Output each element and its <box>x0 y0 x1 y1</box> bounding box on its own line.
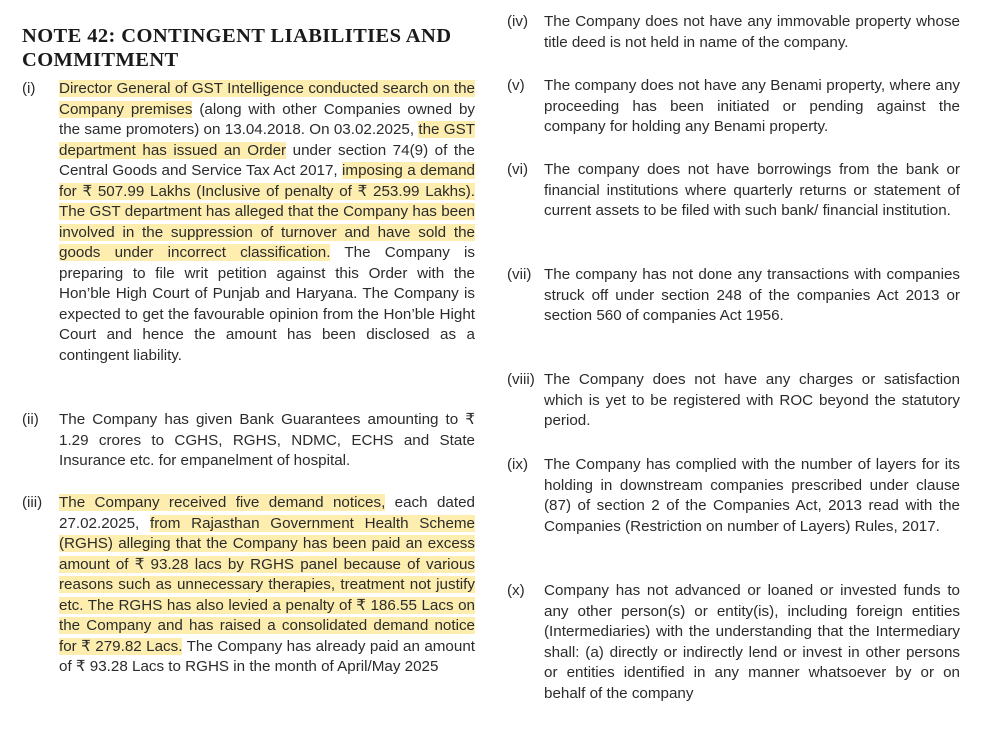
item-number: (vi) <box>507 161 529 178</box>
text-segment: The Company does not have any charges or satisfaction which is yet to be registered with ROC beyond the statutory period. <box>544 371 960 429</box>
item-number: (iii) <box>22 494 43 511</box>
highlighted-text: The RGHS has also levied a penalty of ₹ 186.55 Lacs on the Company and has raised a consolidated demand notice for ₹ 279.82 Lacs. <box>59 596 475 655</box>
item-number: (viii) <box>507 371 535 388</box>
highlighted-text: The GST department has alleged that the Company has been involved in the suppression of turnover and have sold the goods under incorrect classification. <box>59 203 475 261</box>
text-segment: The company has not done any transactions with companies struck off under section 248 of the companies Act 2013 or section 560 of companies Act 1956. <box>544 266 960 324</box>
item-text <box>544 455 960 537</box>
item-number: (x) <box>507 582 525 599</box>
text-segment: each dated 27.02.2025, <box>59 494 475 532</box>
text-segment: The Company has complied with the number of layers for its holding in downstream companies prescribed under clause (87) of section 2 of the Companies Act, 2013 read with the Companies (Restriction on number of Layers) Rules, 2017. <box>544 456 960 535</box>
item-text <box>544 76 960 138</box>
highlighted-text: Director General of GST Intelligence conducted search on the Company premises <box>59 80 475 118</box>
highlighted-text: imposing a demand for ₹ 507.99 Lakhs (Inclusive of penalty of ₹ 253.99 Lakhs). <box>59 162 475 200</box>
item-number: (i) <box>22 80 36 97</box>
item-text <box>59 79 475 366</box>
highlighted-text: The Company received five demand notices, <box>59 494 386 511</box>
item-number: (ix) <box>507 456 529 473</box>
text-segment: The Company is preparing to file writ petition against this Order with the Hon’ble High Court of Punjab and Haryana. The Company is expected to get the favourable opinion from the Hon’ble Hight Court and hence the amount has been disclosed as a contingent liability. <box>59 244 475 364</box>
item-number: (v) <box>507 77 525 94</box>
item-text <box>544 581 960 704</box>
highlighted-text: from Rajasthan Government Health Scheme (RGHS) alleging that the Company has been paid an excess amount of ₹ 93.28 lacs by RGHS panel because of various reasons such as unnecessary therapies, treatment not justify etc. <box>59 514 476 614</box>
text-segment: The company does not have borrowings from the bank or financial institutions where quarterly returns or statement of current assets to be filed with such bank/ financial institution. <box>544 161 960 219</box>
item-number: (ii) <box>22 411 39 428</box>
item-number: (vii) <box>507 266 532 283</box>
item-text <box>544 160 960 222</box>
text-segment: (along with other Companies owned by the same promoters) on 13.04.2018. On 03.02.2025, <box>59 100 475 138</box>
text-segment: under section 74(9) of the Central Goods and Service Tax Act 2017, <box>59 141 475 179</box>
text-segment: The Company does not have any immovable property whose title deed is not held in name of the company. <box>544 13 960 51</box>
item-text <box>59 410 475 472</box>
item-number: (iv) <box>507 13 529 30</box>
item-text <box>544 265 960 327</box>
note-title: NOTE 42: CONTINGENT LIABILITIES AND COMMITMENT <box>22 25 452 71</box>
item-text <box>544 12 960 53</box>
item-text <box>59 493 475 678</box>
text-segment: The Company has already paid an amount of ₹ 93.28 Lacs to RGHS in the month of April/May 2025 <box>59 637 475 675</box>
item-text <box>544 370 960 432</box>
text-segment: Company has not advanced or loaned or invested funds to any other person(s) or entity(is), including foreign entities (Intermediaries) with the understanding that the Intermediary shall: (a) directly or indirectly lend or invest in other persons or entities identified in any manner whatsoever by or on behalf of the company <box>544 582 960 702</box>
text-segment: The company does not have any Benami property, where any proceeding has been initiated or pending against the company for holding any Benami property. <box>544 77 960 135</box>
text-segment: The Company has given Bank Guarantees amounting to ₹ 1.29 crores to CGHS, RGHS, NDMC, ECHS and State Insurance etc. for empanelment of hospital. <box>59 411 475 469</box>
highlighted-text: the GST department has issued an Order <box>59 121 476 159</box>
